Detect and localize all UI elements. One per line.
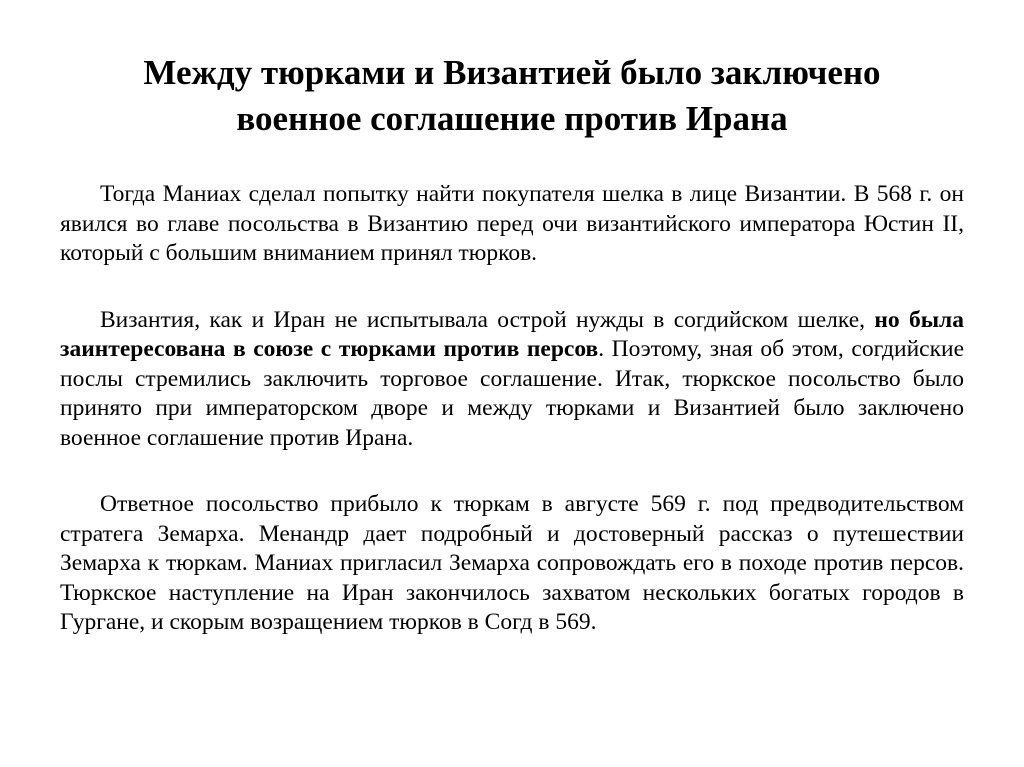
slide-body (60, 180, 964, 675)
slide-title (60, 50, 964, 142)
slide-title-line-1: Между тюрками и Византией было заключено (143, 53, 881, 92)
paragraph-2 (60, 306, 964, 454)
paragraph-2-emphasis: но была заинтересована в союзе с тюрками против персов (60, 306, 964, 362)
paragraph-3: Ответное посольство прибыло к тюркам в августе 569 г. под предводительством стратега Земарха. Менандр дает подробный и достоверный рассказ о путешествии Земарха к тюркам. Маниах пригласил Земарха сопровождать его в походе против персов. Тюркское наступление на Иран закончилось захватом нескольких богатых городов в Гургане, и скорым возращением тюрков в Согд в 569. (60, 491, 964, 635)
slide-title-line-2: военное соглашение против Ирана (236, 99, 788, 138)
paragraph-2-start: Византия, как и Иран не испытывала острой нужды в согдийском шелке, (100, 306, 875, 333)
paragraph-1: Тогда Маниах сделал попытку найти покупателя шелка в лице Византии. В 568 г. он явился во главе посольства в Византию перед очи византийского императора Юстин II, который с большим вниманием принял тюрков. (60, 181, 964, 266)
paragraph-2-end: . Поэтому, зная об этом, согдийские послы стремились заключить торговое соглашение. Итак, тюркское посольство было принято при императорском дворе и между тюрками и Византией было заключено военное соглашение против Ирана. (60, 336, 965, 451)
